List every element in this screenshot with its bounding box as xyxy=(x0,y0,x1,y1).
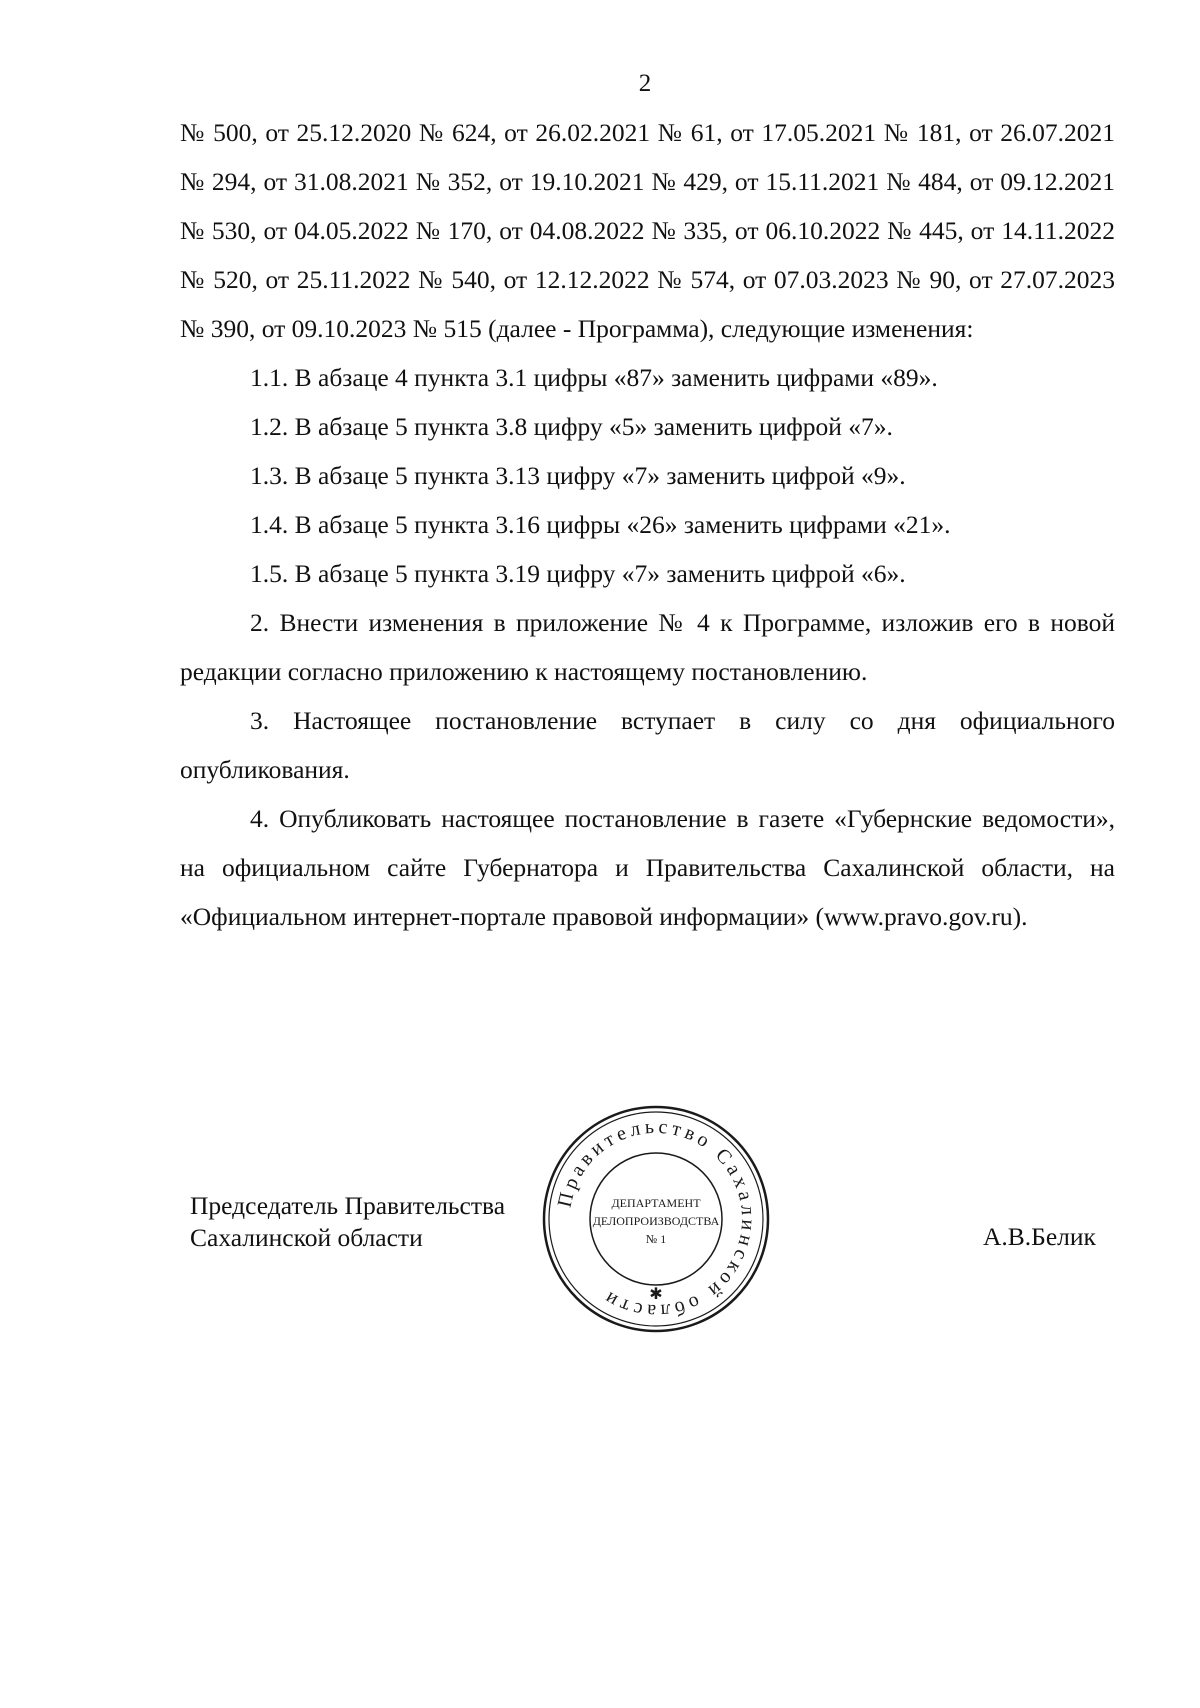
paragraph-4: 4. Опубликовать настоящее постановление в газете «Губернские ведомости», на официальном сайте Губернатора и Правительства Сахалинской области, на «Официальном интернет-портале правовой информации» (www.pravo.gov.ru). xyxy=(180,804,1115,931)
paragraph-1-1: 1.1. В абзаце 4 пункта 3.1 цифры «87» заменить цифрами «89». xyxy=(250,363,938,392)
signatory-position-line1: Председатель Правительства xyxy=(190,1191,506,1220)
signatory-position xyxy=(190,1190,505,1254)
official-seal xyxy=(541,1104,771,1334)
seal-center-line3: № 1 xyxy=(645,1232,667,1246)
paragraph-amendment-list: № 500, от 25.12.2020 № 624, от 26.02.2021 № 61, от 17.05.2021 № 181, от 26.07.2021 № 294, от 31.08.2021 № 352, от 19.10.2021 № 429, от 15.11.2021 № 484, от 09.12.2021 № 530, от 04.05.2022 № 170, от 04.08.2022 № 335, от 06.10.2022 № 445, от 14.11.2022 № 520, от 25.11.2022 № 540, от 12.12.2022 № 574, от 07.03.2023 № 90, от 27.07.2023 № 390, от 09.10.2023 № 515 (далее - Программа), следующие изменения: xyxy=(180,118,1115,343)
page-number: 2 xyxy=(638,70,652,97)
star-icon: ✱ xyxy=(649,1284,663,1303)
paragraph-1-5: 1.5. В абзаце 5 пункта 3.19 цифру «7» заменить цифрой «6». xyxy=(250,559,906,588)
signatory-name: А.В.Белик xyxy=(983,1222,1096,1251)
seal-ring-text: Правительство Сахалинской области xyxy=(553,1115,760,1323)
paragraph-1-2: 1.2. В абзаце 5 пункта 3.8 цифру «5» заменить цифрой «7». xyxy=(250,412,893,441)
document-body xyxy=(180,108,1115,941)
paragraph-1-4: 1.4. В абзаце 5 пункта 3.16 цифры «26» заменить цифрами «21». xyxy=(250,510,951,539)
paragraph-1-3: 1.3. В абзаце 5 пункта 3.13 цифру «7» заменить цифрой «9». xyxy=(250,461,906,490)
seal-center-line2: ДЕЛОПРОИЗВОДСТВА xyxy=(592,1214,720,1228)
seal-center-line1: ДЕПАРТАМЕНТ xyxy=(611,1196,701,1210)
seal-graphic xyxy=(541,1104,771,1334)
paragraph-3: 3. Настоящее постановление вступает в силу со дня официального опубликования. xyxy=(180,706,1115,784)
paragraph-2: 2. Внести изменения в приложение № 4 к Программе, изложив его в новой редакции согласно приложению к настоящему постановлению. xyxy=(180,608,1115,686)
signatory-position-line2: Сахалинской области xyxy=(190,1223,423,1252)
